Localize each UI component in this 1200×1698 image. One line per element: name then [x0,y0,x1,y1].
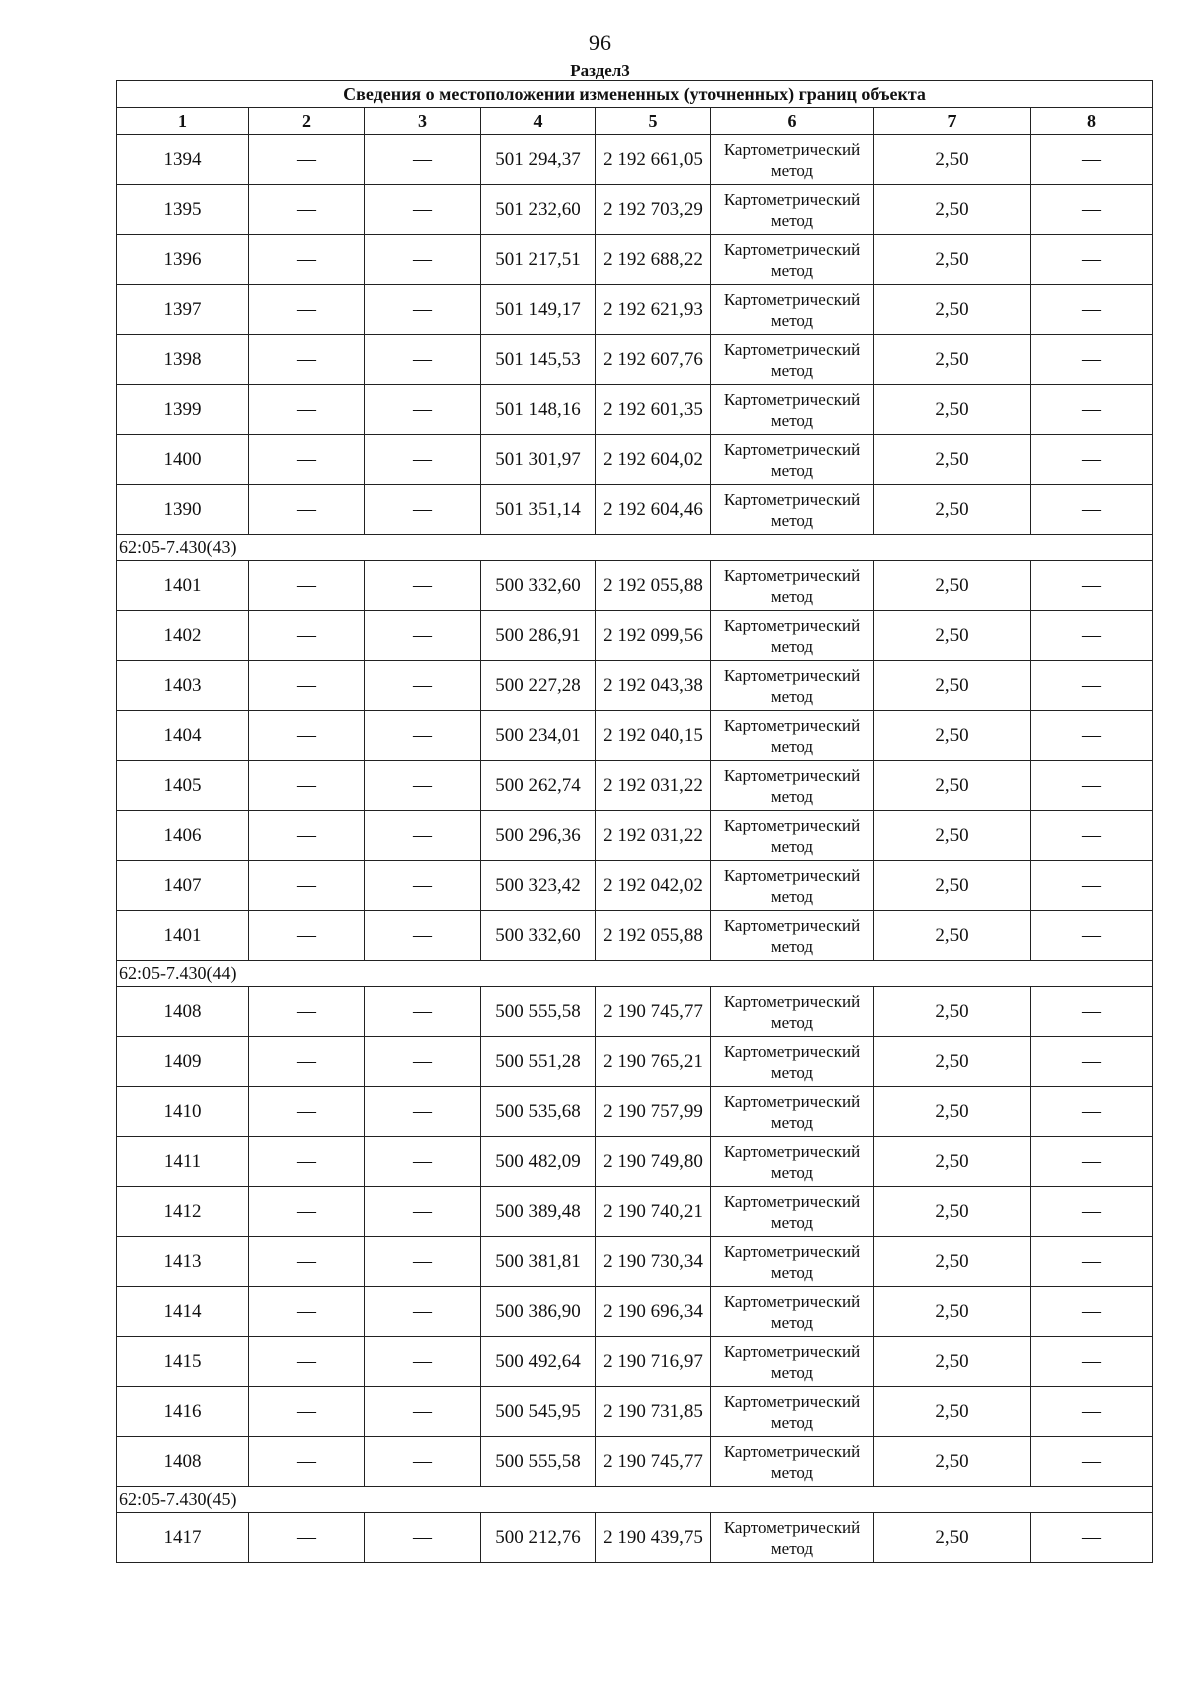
empty-cell: — [1031,1137,1153,1187]
y-coordinate-cell: 2 192 621,93 [596,285,711,335]
empty-cell: — [365,1387,481,1437]
y-coordinate-cell: 2 192 688,22 [596,235,711,285]
y-coordinate-cell: 2 192 604,46 [596,485,711,535]
table-row [117,861,1153,911]
y-coordinate-cell: 2 192 042,02 [596,861,711,911]
empty-cell: — [1031,335,1153,385]
y-coordinate-cell: 2 190 765,21 [596,1037,711,1087]
empty-cell: — [365,1087,481,1137]
empty-cell: — [249,1137,365,1187]
table-title: Сведения о местоположении измененных (уточненных) границ объекта [117,81,1153,108]
point-number-cell: 1412 [117,1187,249,1237]
method-cell: Картометрический метод [711,661,874,711]
table-row [117,1387,1153,1437]
accuracy-cell: 2,50 [874,335,1031,385]
empty-cell: — [1031,1387,1153,1437]
empty-cell: — [365,285,481,335]
method-cell: Картометрический метод [711,1037,874,1087]
y-coordinate-cell: 2 190 696,34 [596,1287,711,1337]
point-number-cell: 1408 [117,987,249,1037]
x-coordinate-cell: 500 227,28 [481,661,596,711]
table-row [117,1287,1153,1337]
point-number-cell: 1407 [117,861,249,911]
method-cell: Картометрический метод [711,1437,874,1487]
empty-cell: — [1031,987,1153,1037]
empty-cell: — [365,1287,481,1337]
accuracy-cell: 2,50 [874,911,1031,961]
x-coordinate-cell: 500 555,58 [481,987,596,1037]
method-cell: Картометрический метод [711,711,874,761]
table-row [117,235,1153,285]
point-number-cell: 1409 [117,1037,249,1087]
y-coordinate-cell: 2 190 730,34 [596,1237,711,1287]
x-coordinate-cell: 500 332,60 [481,561,596,611]
method-cell: Картометрический метод [711,1137,874,1187]
empty-cell: — [1031,1513,1153,1563]
parcel-group-row [117,961,1153,987]
method-cell: Картометрический метод [711,435,874,485]
table-row [117,1087,1153,1137]
empty-cell: — [1031,385,1153,435]
empty-cell: — [1031,811,1153,861]
empty-cell: — [1031,135,1153,185]
point-number-cell: 1406 [117,811,249,861]
point-number-cell: 1417 [117,1513,249,1563]
point-number-cell: 1403 [117,661,249,711]
method-cell: Картометрический метод [711,1387,874,1437]
empty-cell: — [249,135,365,185]
accuracy-cell: 2,50 [874,861,1031,911]
empty-cell: — [249,235,365,285]
point-number-cell: 1411 [117,1137,249,1187]
empty-cell: — [365,385,481,435]
empty-cell: — [1031,1087,1153,1137]
empty-cell: — [365,661,481,711]
method-cell: Картометрический метод [711,911,874,961]
parcel-group-label: 62:05-7.430(45) [117,1487,1153,1513]
method-cell: Картометрический метод [711,1087,874,1137]
empty-cell: — [249,987,365,1037]
method-cell: Картометрический метод [711,811,874,861]
y-coordinate-cell: 2 192 031,22 [596,811,711,861]
method-cell: Картометрический метод [711,485,874,535]
accuracy-cell: 2,50 [874,711,1031,761]
empty-cell: — [1031,235,1153,285]
empty-cell: — [365,1337,481,1387]
y-coordinate-cell: 2 192 601,35 [596,385,711,435]
column-number: 8 [1031,108,1153,135]
empty-cell: — [1031,611,1153,661]
empty-cell: — [365,335,481,385]
column-number-row [117,108,1153,135]
method-cell: Картометрический метод [711,1337,874,1387]
empty-cell: — [365,1037,481,1087]
point-number-cell: 1413 [117,1237,249,1287]
parcel-group-label: 62:05-7.430(43) [117,535,1153,561]
empty-cell: — [249,761,365,811]
table-row [117,135,1153,185]
empty-cell: — [1031,185,1153,235]
empty-cell: — [365,987,481,1037]
accuracy-cell: 2,50 [874,661,1031,711]
empty-cell: — [249,1087,365,1137]
y-coordinate-cell: 2 192 043,38 [596,661,711,711]
empty-cell: — [365,485,481,535]
column-number: 2 [249,108,365,135]
empty-cell: — [249,811,365,861]
accuracy-cell: 2,50 [874,761,1031,811]
table-row [117,185,1153,235]
empty-cell: — [1031,911,1153,961]
accuracy-cell: 2,50 [874,1513,1031,1563]
page-number: 96 [589,30,611,55]
x-coordinate-cell: 500 381,81 [481,1237,596,1287]
x-coordinate-cell: 500 386,90 [481,1287,596,1337]
point-number-cell: 1398 [117,335,249,385]
x-coordinate-cell: 500 551,28 [481,1037,596,1087]
empty-cell: — [1031,1037,1153,1087]
method-cell: Картометрический метод [711,561,874,611]
column-number: 6 [711,108,874,135]
empty-cell: — [365,561,481,611]
x-coordinate-cell: 501 217,51 [481,235,596,285]
accuracy-cell: 2,50 [874,385,1031,435]
accuracy-cell: 2,50 [874,987,1031,1037]
x-coordinate-cell: 500 332,60 [481,911,596,961]
x-coordinate-cell: 500 492,64 [481,1337,596,1387]
y-coordinate-cell: 2 192 661,05 [596,135,711,185]
point-number-cell: 1408 [117,1437,249,1487]
y-coordinate-cell: 2 190 749,80 [596,1137,711,1187]
accuracy-cell: 2,50 [874,485,1031,535]
y-coordinate-cell: 2 190 716,97 [596,1337,711,1387]
accuracy-cell: 2,50 [874,1137,1031,1187]
x-coordinate-cell: 500 286,91 [481,611,596,661]
empty-cell: — [249,1387,365,1437]
table-row [117,661,1153,711]
y-coordinate-cell: 2 190 439,75 [596,1513,711,1563]
method-cell: Картометрический метод [711,385,874,435]
y-coordinate-cell: 2 190 757,99 [596,1087,711,1137]
empty-cell: — [249,485,365,535]
empty-cell: — [1031,1437,1153,1487]
y-coordinate-cell: 2 192 607,76 [596,335,711,385]
method-cell: Картометрический метод [711,285,874,335]
point-number-cell: 1415 [117,1337,249,1387]
y-coordinate-cell: 2 192 703,29 [596,185,711,235]
x-coordinate-cell: 501 148,16 [481,385,596,435]
accuracy-cell: 2,50 [874,1287,1031,1337]
empty-cell: — [249,1437,365,1487]
y-coordinate-cell: 2 190 740,21 [596,1187,711,1237]
table-row [117,1513,1153,1563]
point-number-cell: 1390 [117,485,249,535]
empty-cell: — [1031,711,1153,761]
accuracy-cell: 2,50 [874,1337,1031,1387]
empty-cell: — [249,285,365,335]
point-number-cell: 1414 [117,1287,249,1337]
y-coordinate-cell: 2 190 745,77 [596,1437,711,1487]
empty-cell: — [365,761,481,811]
point-number-cell: 1402 [117,611,249,661]
point-number-cell: 1394 [117,135,249,185]
accuracy-cell: 2,50 [874,1187,1031,1237]
empty-cell: — [249,611,365,661]
empty-cell: — [1031,761,1153,811]
y-coordinate-cell: 2 192 099,56 [596,611,711,661]
empty-cell: — [365,1187,481,1237]
empty-cell: — [249,385,365,435]
table-row [117,435,1153,485]
x-coordinate-cell: 501 351,14 [481,485,596,535]
x-coordinate-cell: 500 262,74 [481,761,596,811]
y-coordinate-cell: 2 190 731,85 [596,1387,711,1437]
empty-cell: — [1031,1337,1153,1387]
table-row [117,335,1153,385]
method-cell: Картометрический метод [711,861,874,911]
empty-cell: — [249,435,365,485]
parcel-group-row [117,535,1153,561]
accuracy-cell: 2,50 [874,435,1031,485]
accuracy-cell: 2,50 [874,1437,1031,1487]
method-cell: Картометрический метод [711,1237,874,1287]
table-row [117,1237,1153,1287]
y-coordinate-cell: 2 192 031,22 [596,761,711,811]
empty-cell: — [365,185,481,235]
empty-cell: — [1031,861,1153,911]
accuracy-cell: 2,50 [874,611,1031,661]
method-cell: Картометрический метод [711,135,874,185]
section-title: Раздел3 [570,61,630,80]
accuracy-cell: 2,50 [874,1087,1031,1137]
column-number: 3 [365,108,481,135]
accuracy-cell: 2,50 [874,1387,1031,1437]
method-cell: Картометрический метод [711,611,874,661]
empty-cell: — [365,711,481,761]
empty-cell: — [249,661,365,711]
point-number-cell: 1416 [117,1387,249,1437]
x-coordinate-cell: 500 482,09 [481,1137,596,1187]
empty-cell: — [249,711,365,761]
x-coordinate-cell: 500 234,01 [481,711,596,761]
table-row [117,711,1153,761]
table-row [117,611,1153,661]
table-body [117,135,1153,1563]
x-coordinate-cell: 501 294,37 [481,135,596,185]
method-cell: Картометрический метод [711,185,874,235]
table-row [117,1337,1153,1387]
x-coordinate-cell: 500 545,95 [481,1387,596,1437]
table-row [117,385,1153,435]
x-coordinate-cell: 500 535,68 [481,1087,596,1137]
accuracy-cell: 2,50 [874,1037,1031,1087]
table-row [117,1037,1153,1087]
method-cell: Картометрический метод [711,1513,874,1563]
empty-cell: — [365,811,481,861]
method-cell: Картометрический метод [711,235,874,285]
parcel-group-row [117,1487,1153,1513]
x-coordinate-cell: 501 232,60 [481,185,596,235]
empty-cell: — [249,1513,365,1563]
empty-cell: — [249,185,365,235]
method-cell: Картометрический метод [711,761,874,811]
y-coordinate-cell: 2 192 604,02 [596,435,711,485]
method-cell: Картометрический метод [711,335,874,385]
column-number: 5 [596,108,711,135]
point-number-cell: 1401 [117,911,249,961]
empty-cell: — [249,1287,365,1337]
empty-cell: — [1031,435,1153,485]
table-row [117,1187,1153,1237]
empty-cell: — [365,611,481,661]
table-row [117,911,1153,961]
empty-cell: — [1031,1187,1153,1237]
empty-cell: — [365,911,481,961]
x-coordinate-cell: 500 296,36 [481,811,596,861]
parcel-group-label: 62:05-7.430(44) [117,961,1153,987]
empty-cell: — [365,435,481,485]
column-number: 4 [481,108,596,135]
x-coordinate-cell: 500 389,48 [481,1187,596,1237]
x-coordinate-cell: 500 555,58 [481,1437,596,1487]
x-coordinate-cell: 501 145,53 [481,335,596,385]
method-cell: Картометрический метод [711,1187,874,1237]
empty-cell: — [249,561,365,611]
y-coordinate-cell: 2 192 055,88 [596,561,711,611]
x-coordinate-cell: 501 301,97 [481,435,596,485]
column-number: 7 [874,108,1031,135]
empty-cell: — [365,1137,481,1187]
x-coordinate-cell: 500 212,76 [481,1513,596,1563]
empty-cell: — [1031,561,1153,611]
y-coordinate-cell: 2 192 040,15 [596,711,711,761]
accuracy-cell: 2,50 [874,185,1031,235]
empty-cell: — [249,1337,365,1387]
empty-cell: — [1031,661,1153,711]
point-number-cell: 1396 [117,235,249,285]
table-row [117,485,1153,535]
y-coordinate-cell: 2 192 055,88 [596,911,711,961]
table-row [117,1137,1153,1187]
point-number-cell: 1395 [117,185,249,235]
empty-cell: — [1031,285,1153,335]
method-cell: Картометрический метод [711,1287,874,1337]
table-row [117,761,1153,811]
column-number: 1 [117,108,249,135]
empty-cell: — [365,861,481,911]
empty-cell: — [365,1437,481,1487]
accuracy-cell: 2,50 [874,285,1031,335]
point-number-cell: 1400 [117,435,249,485]
empty-cell: — [1031,1287,1153,1337]
method-cell: Картометрический метод [711,987,874,1037]
table-row [117,987,1153,1037]
point-number-cell: 1410 [117,1087,249,1137]
x-coordinate-cell: 501 149,17 [481,285,596,335]
empty-cell: — [249,1187,365,1237]
empty-cell: — [249,1037,365,1087]
empty-cell: — [365,235,481,285]
table-row [117,285,1153,335]
accuracy-cell: 2,50 [874,135,1031,185]
empty-cell: — [1031,485,1153,535]
accuracy-cell: 2,50 [874,811,1031,861]
point-number-cell: 1404 [117,711,249,761]
accuracy-cell: 2,50 [874,1237,1031,1287]
table-row [117,811,1153,861]
point-number-cell: 1397 [117,285,249,335]
y-coordinate-cell: 2 190 745,77 [596,987,711,1037]
accuracy-cell: 2,50 [874,561,1031,611]
empty-cell: — [1031,1237,1153,1287]
empty-cell: — [249,1237,365,1287]
empty-cell: — [365,1513,481,1563]
x-coordinate-cell: 500 323,42 [481,861,596,911]
point-number-cell: 1405 [117,761,249,811]
empty-cell: — [249,861,365,911]
empty-cell: — [365,135,481,185]
coordinates-table [116,80,1153,1563]
empty-cell: — [249,335,365,385]
accuracy-cell: 2,50 [874,235,1031,285]
table-row [117,1437,1153,1487]
point-number-cell: 1401 [117,561,249,611]
empty-cell: — [249,911,365,961]
point-number-cell: 1399 [117,385,249,435]
empty-cell: — [365,1237,481,1287]
table-row [117,561,1153,611]
